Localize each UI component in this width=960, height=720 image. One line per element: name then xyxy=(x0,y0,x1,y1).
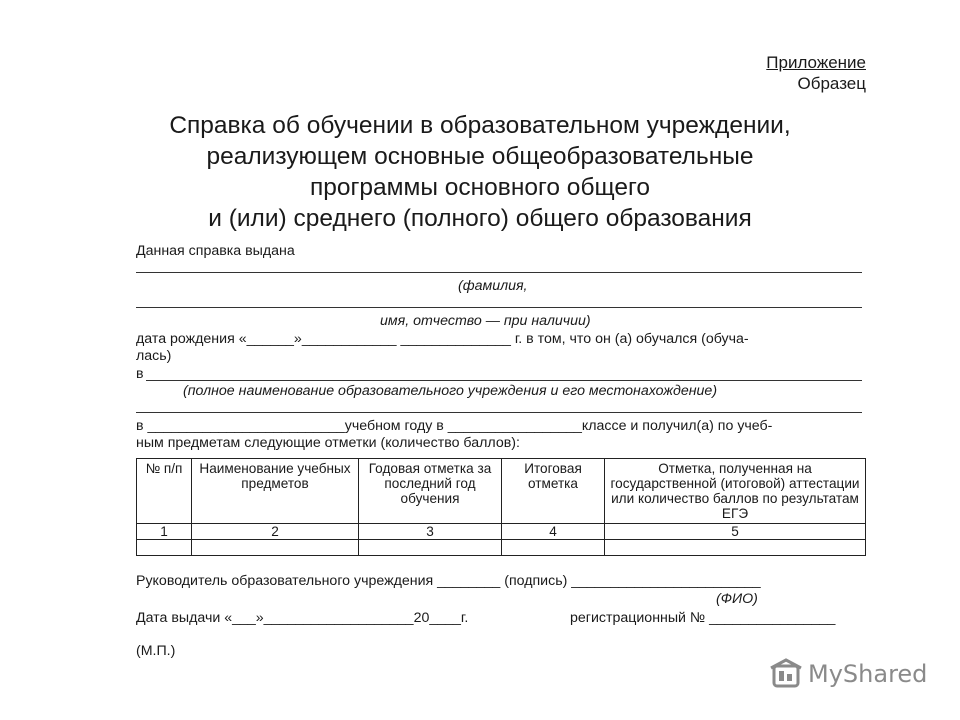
title-line-2: реализующем основные общеобразовательные xyxy=(206,143,754,170)
name-line xyxy=(136,307,862,308)
myshared-logo-icon xyxy=(768,658,804,694)
header-number: № п/п xyxy=(137,459,192,524)
birth-date-line: дата рождения «______»____________ ______________ г. в том, что он (а) обучался (обуча- xyxy=(136,331,749,347)
caption-fio: (ФИО) xyxy=(716,591,758,607)
issued-to-label: Данная справка выдана xyxy=(136,243,295,259)
issue-date-line: Дата выдачи «___»___________________20____г. xyxy=(136,610,469,626)
year-line: в _________________________учебном году в _________________классе и получил(а) по учеб- xyxy=(136,418,773,434)
header-block xyxy=(766,52,866,94)
institution-line-2 xyxy=(136,412,862,413)
in-label: в xyxy=(136,366,144,382)
header-subjects: Наименование учебных предметов xyxy=(192,459,359,524)
grades-table xyxy=(136,458,866,556)
header-exam-mark: Отметка, полученная на государственной (итоговой) аттестации или количество баллов по результатам ЕГЭ xyxy=(605,459,866,524)
year-line-cont: ным предметам следующие отметки (количество баллов): xyxy=(136,435,520,451)
title-line-3: программы основного общего xyxy=(309,174,651,201)
caption-institution: (полное наименование образовательного учреждения и его местонахождение) xyxy=(183,383,718,399)
column-number-5: 5 xyxy=(605,524,866,540)
sample-label: Образец xyxy=(797,74,866,93)
table-cell xyxy=(137,540,192,556)
header-annual-mark: Годовая отметка за последний год обучения xyxy=(359,459,502,524)
appendix-label: Приложение xyxy=(766,53,866,72)
table-cell xyxy=(502,540,605,556)
table-cell xyxy=(605,540,866,556)
column-number-3: 3 xyxy=(359,524,502,540)
column-number-4: 4 xyxy=(502,524,605,540)
stamp-label: (М.П.) xyxy=(136,643,176,659)
institution-line xyxy=(146,380,862,381)
header-final-mark: Итоговая отметка xyxy=(502,459,605,524)
head-signature-line: Руководитель образовательного учреждения ________ (подпись) ________________________ xyxy=(136,573,761,589)
table-row xyxy=(137,540,866,556)
table-cell xyxy=(192,540,359,556)
column-number-2: 2 xyxy=(192,524,359,540)
table-number-row xyxy=(137,524,866,540)
title-line-1: Справка об обучении в образовательном учреждении, xyxy=(169,112,791,139)
table-header-row xyxy=(137,459,866,524)
caption-surname: (фамилия, xyxy=(458,278,528,294)
column-number-1: 1 xyxy=(137,524,192,540)
watermark-text: MyShared xyxy=(808,660,928,688)
surname-line xyxy=(136,272,862,273)
title-line-4: и (или) среднего (полного) общего образования xyxy=(208,205,752,232)
table-cell xyxy=(359,540,502,556)
birth-date-line-cont: лась) xyxy=(136,348,172,364)
caption-name: имя, отчество — при наличии) xyxy=(380,313,591,329)
document-title xyxy=(0,110,960,234)
registration-number-line: регистрационный № ________________ xyxy=(570,610,836,626)
